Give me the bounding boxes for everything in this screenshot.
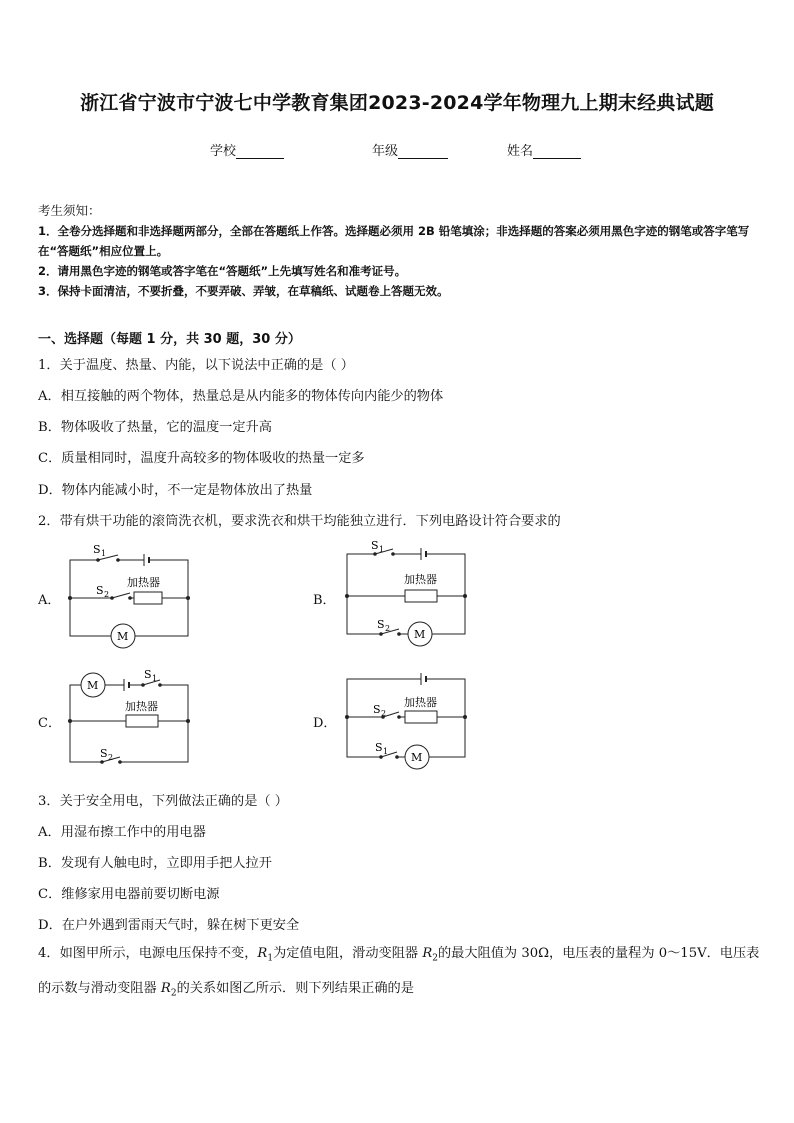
grade-label: 年级 (372, 144, 399, 159)
circuit-d-s1-sub: 1 (383, 747, 389, 756)
q1-option-c[interactable]: C．质量相同时，温度升高较多的物体吸收的热量一定多 (38, 451, 365, 466)
q2-option-d-letter[interactable]: D． (313, 716, 337, 731)
school-field (210, 140, 284, 159)
notice-item-2: 2．请用黑色字迹的钢笔或答字笔在“答题纸”上先填写姓名和准考证号。 (38, 264, 407, 278)
grade-field (372, 140, 448, 159)
q1-option-d[interactable]: D．物体内能减小时，不一定是物体放出了热量 (38, 483, 313, 498)
circuit-d-s2-sub: 2 (381, 709, 387, 718)
circuit-a-s1-label: S (93, 543, 101, 556)
school-blank[interactable] (236, 144, 284, 159)
q1-stem: 1．关于温度、热量、内能，以下说法中正确的是（ ） (38, 358, 354, 373)
q4-text-3: 的最大阻值为 30Ω，电压表的量程为 0～15V．电压表的示数与滑动变阻器 (38, 946, 760, 996)
q4-r2-sub: 2 (432, 953, 438, 964)
circuit-a-motor-label: M (117, 630, 129, 643)
q3-stem: 3．关于安全用电，下列做法正确的是（ ） (38, 794, 288, 809)
circuit-d-s1-label: S (375, 741, 383, 754)
name-field (507, 140, 581, 159)
circuit-b-s1-label: S (371, 539, 379, 552)
page-title: 浙江省宁波市宁波七中学教育集团2023-2024学年物理九上期末经典试题 (80, 92, 714, 114)
notice-heading: 考生须知： (38, 203, 101, 218)
circuit-a-s2-sub: 2 (104, 590, 110, 599)
q4-text-4: 的关系如图乙所示．则下列结果正确的是 (176, 980, 414, 996)
school-label: 学校 (210, 144, 237, 159)
circuit-d[interactable] (337, 665, 477, 777)
q2-option-b-letter[interactable]: B． (313, 593, 336, 608)
circuit-d-motor-label: M (411, 751, 423, 764)
q4-text-2: 为定值电阻，滑动变阻器 (273, 946, 419, 961)
circuit-a-s1-sub: 1 (101, 549, 107, 558)
q4-r3: R (160, 980, 171, 996)
q3-option-d[interactable]: D．在户外遇到雷雨天气时，躲在树下更安全 (38, 918, 300, 933)
section-heading: 一、选择题（每题 1 分，共 30 题，30 分） (38, 332, 301, 347)
circuit-d-heater-label: 加热器 (404, 696, 437, 709)
circuit-c-s2-label: S (100, 747, 108, 760)
circuit-c-s1-sub: 1 (152, 674, 158, 683)
grade-blank[interactable] (398, 144, 448, 159)
circuit-b-s1-sub: 1 (379, 545, 385, 554)
circuit-c-heater-label: 加热器 (125, 700, 158, 713)
circuit-d-s2-label: S (373, 703, 381, 716)
q1-option-a[interactable]: A．相互接触的两个物体，热量总是从内能多的物体传向内能少的物体 (38, 389, 444, 404)
q4-stem (38, 939, 763, 1008)
circuit-c[interactable] (60, 665, 200, 777)
q4-r2: R (422, 946, 433, 961)
circuit-a-heater-label: 加热器 (127, 576, 160, 589)
q4-r1-sub: 1 (267, 953, 274, 964)
notice-item-3: 3．保持卡面清洁，不要折叠，不要弄破、弄皱，在草稿纸、试题卷上答题无效。 (38, 284, 449, 298)
circuit-b-s2-label: S (377, 618, 385, 631)
notice-block (38, 201, 758, 301)
q4-r3-sub: 2 (170, 988, 177, 999)
circuit-c-s1-label: S (144, 668, 152, 681)
name-label: 姓名 (507, 144, 534, 159)
circuit-a[interactable] (60, 538, 200, 650)
q2-stem: 2．带有烘干功能的滚筒洗衣机，要求洗衣和烘干均能独立进行．下列电路设计符合要求的 (38, 514, 561, 529)
circuit-b-heater-label: 加热器 (404, 573, 437, 586)
circuit-b[interactable] (337, 538, 477, 650)
circuit-b-s2-sub: 2 (385, 624, 391, 633)
circuit-a-s2-label: S (96, 584, 104, 597)
q4-r1: R (257, 946, 268, 961)
notice-item-1: 1．全卷分选择题和非选择题两部分，全部在答题纸上作答。选择题必须用 2B 铅笔填涂；非选择题的答案必须用黑色字迹的钢笔或答字笔写在“答题纸”相应位置上。 (38, 224, 750, 258)
q3-option-c[interactable]: C．维修家用电器前要切断电源 (38, 887, 220, 902)
circuit-c-s2-sub: 2 (108, 753, 114, 762)
circuit-c-motor-label: M (87, 679, 99, 692)
q3-option-b[interactable]: B．发现有人触电时，立即用手把人拉开 (38, 856, 272, 871)
circuit-b-motor-label: M (414, 628, 426, 641)
q2-option-a-letter[interactable]: A． (38, 593, 61, 608)
q4-text-1: 4．如图甲所示，电源电压保持不变， (38, 946, 258, 961)
name-blank[interactable] (533, 144, 581, 159)
q3-option-a[interactable]: A．用湿布擦工作中的用电器 (38, 825, 206, 840)
q1-option-b[interactable]: B．物体吸收了热量，它的温度一定升高 (38, 420, 272, 435)
q2-option-c-letter[interactable]: C． (38, 716, 61, 731)
